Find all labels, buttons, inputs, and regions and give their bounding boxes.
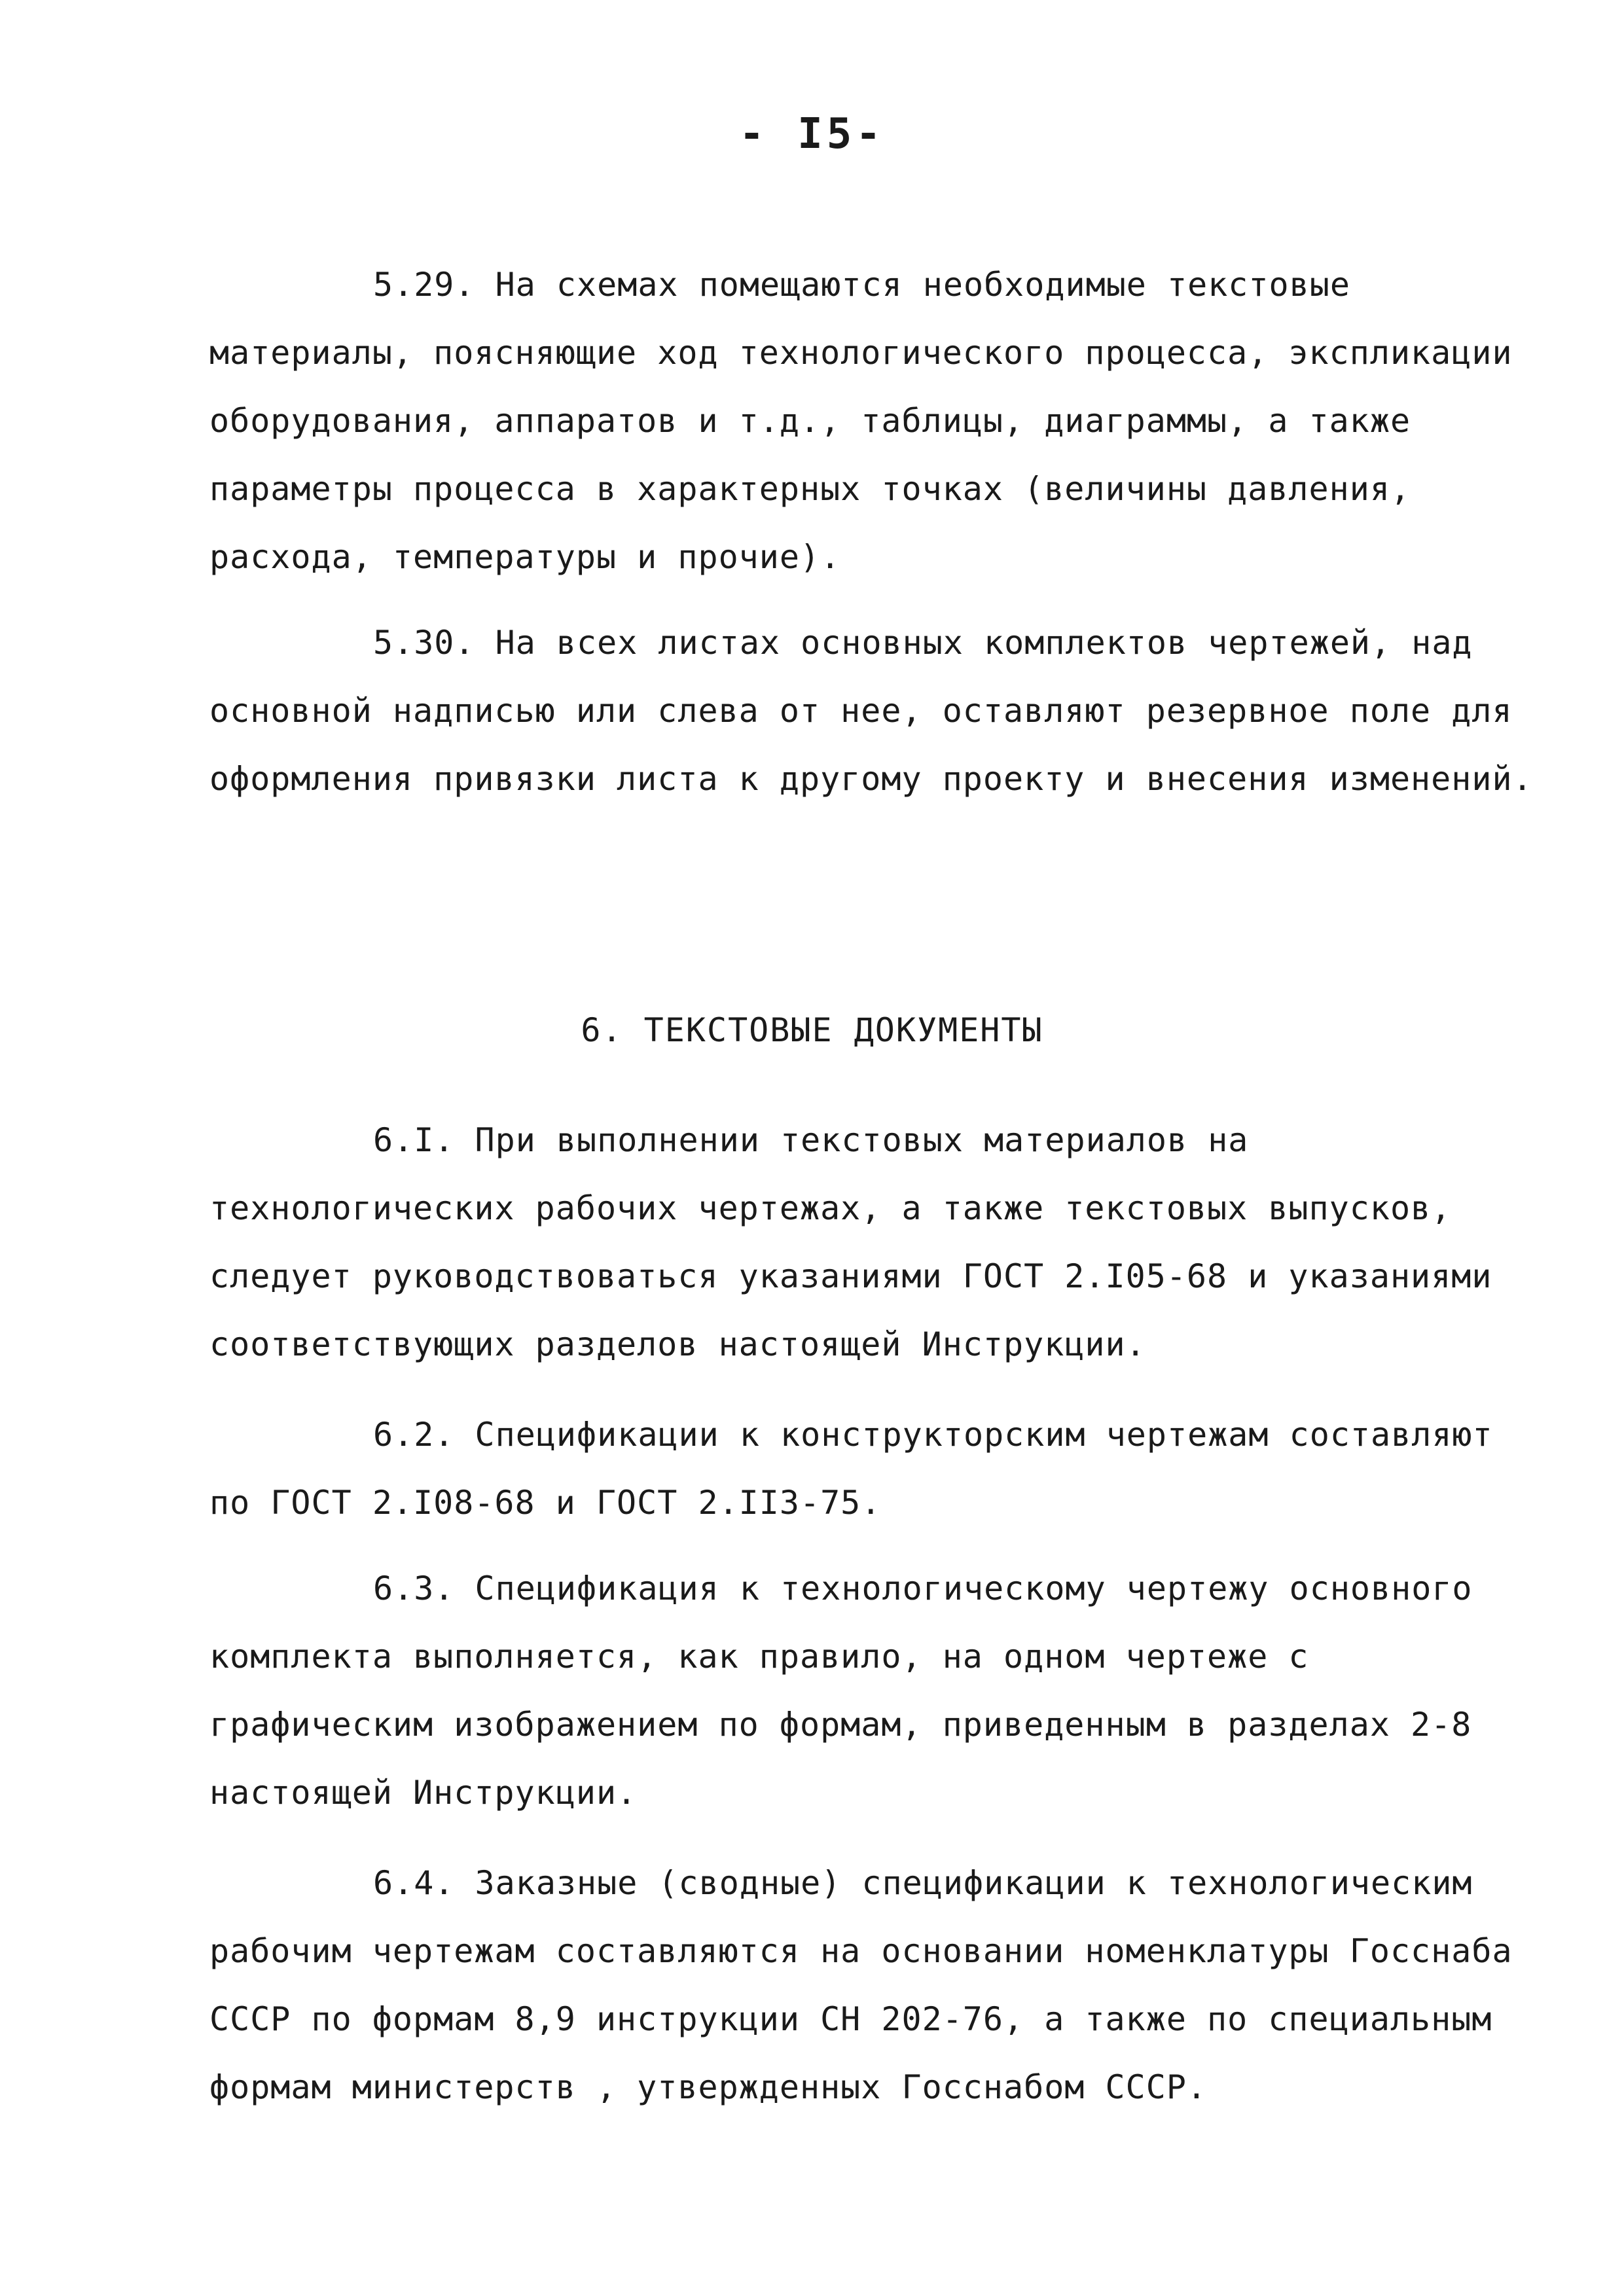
paragraph-6-1: 6.I. При выполнении текстовых материалов на технологических рабочих чертежах, а также текстовых выпусков, следует руководствоваться указаниями ГОСТ 2.I05-68 и указаниями соответствующих разделов настоящей Инструкции. [209, 1121, 1492, 1363]
paragraph-5-30: 5.30. На всех листах основных комплектов чертежей, над основной надписью или слева от нее, оставляют резервное поле для оформления привязки листа к другому проекту и внесения изменений. [209, 624, 1533, 798]
section-title: 6. ТЕКСТОВЫЕ ДОКУМЕНТЫ [581, 1011, 1043, 1049]
paragraph-5-29: 5.29. На схемах помещаются необходимые текстовые материалы, поясняющие ход технологического процесса, экспликации оборудования, аппаратов и т.д., таблицы, диаграммы, а также параметры процесса в характерных точках (величины давления, расхода, температуры и прочие). [209, 266, 1513, 576]
paragraph-6-3: 6.3. Спецификация к технологическому чертежу основного комплекта выполняется, как правило, на одном чертеже с графическим изображением по формам, приведенным в разделах 2-8 настоящей Инструкции. [209, 1570, 1473, 1812]
paragraph-6-4: 6.4. Заказные (сводные) спецификации к технологическим рабочим чертежам составляются на основании номенклатуры Госснаба СССР по формам 8,9 инструкции СН 202-76, а также по специальным формам министерств , утвержденных Госснабом СССР. [209, 1864, 1513, 2106]
paragraph-6-2: 6.2. Спецификации к конструкторским чертежам составляют по ГОСТ 2.I08-68 и ГОСТ 2.II3-75. [209, 1416, 1493, 1522]
page-number: - I5- [739, 110, 885, 158]
